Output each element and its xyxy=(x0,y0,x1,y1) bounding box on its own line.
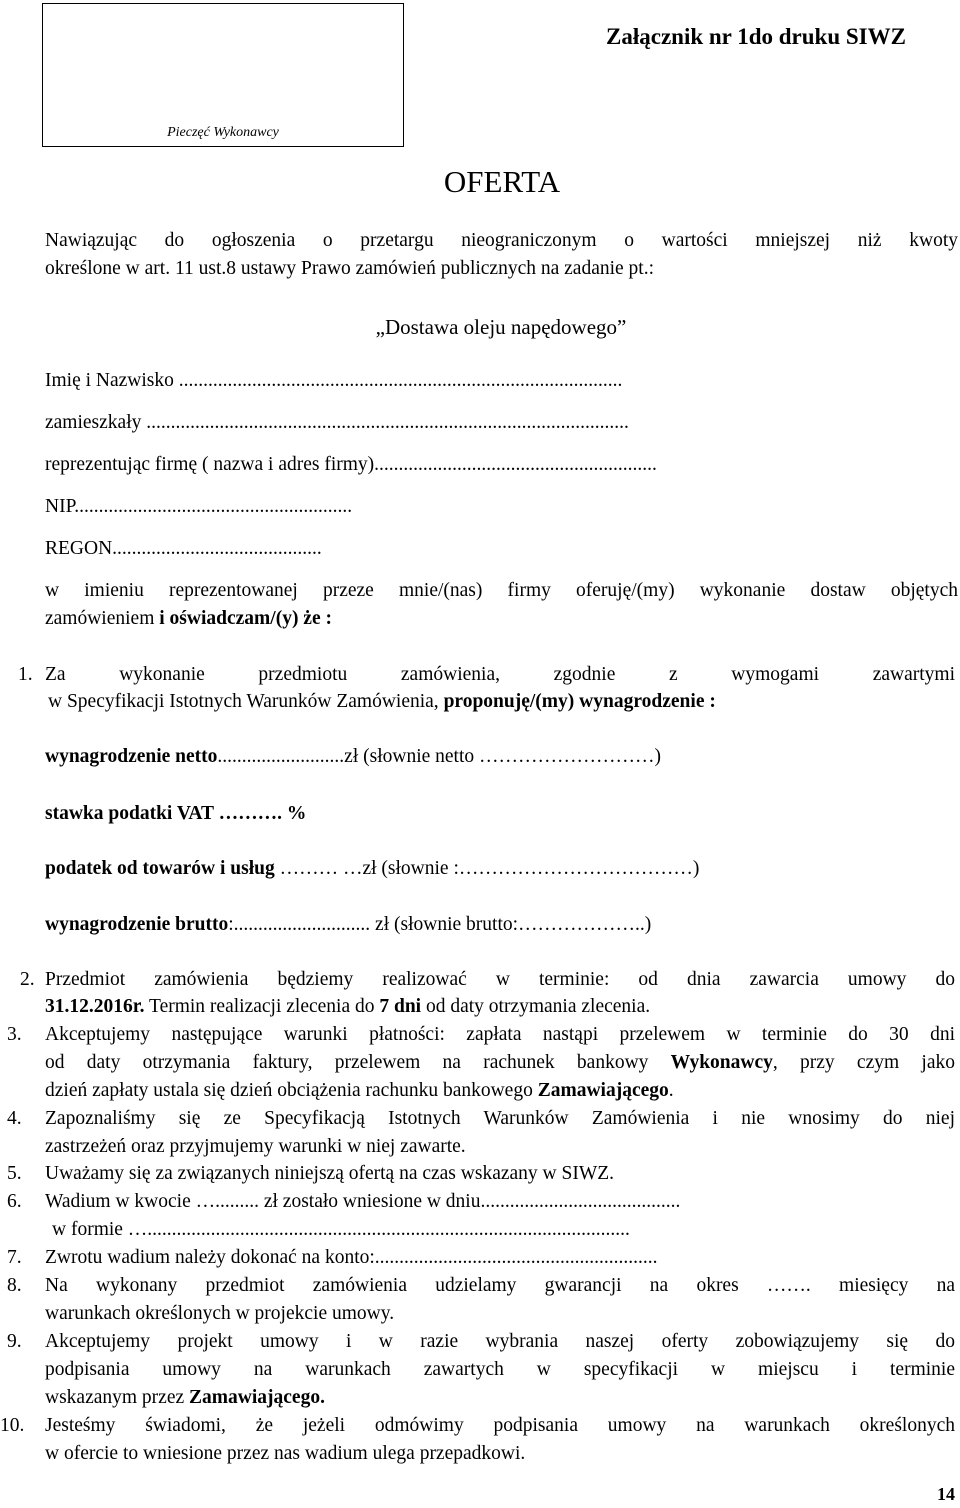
net-label: wynagrodzenie netto xyxy=(45,746,218,767)
gross-remuneration xyxy=(45,915,651,935)
item-3-contractor: Wykonawcy xyxy=(670,1052,773,1073)
annex-title: Załącznik nr 1do druku SIWZ xyxy=(606,24,906,49)
item-9-text: wskazanym przez xyxy=(45,1387,190,1408)
item-2-line-2 xyxy=(45,997,650,1017)
field-regon: REGON........................................... xyxy=(45,538,322,559)
field-company: reprezentując firmę ( nazwa i adres firmy).......................................................... xyxy=(45,454,657,475)
declaration-line-1: w imieniu reprezentowanej przeze mnie/(nas) firmy oferuję/(my) wykonanie dostaw objętych xyxy=(45,580,958,601)
field-nip: NIP......................................................... xyxy=(45,496,353,517)
item-10-line-2: w ofercie to wniesione przez nas wadium ulega przepadkowi. xyxy=(45,1443,526,1464)
net-remuneration xyxy=(45,747,661,767)
declaration-bold: i oświadczam/(y) że : xyxy=(159,608,332,629)
item-1-line-2 xyxy=(48,692,716,712)
item-3-period: . xyxy=(668,1080,674,1101)
gross-label: wynagrodzenie brutto xyxy=(45,914,229,935)
item-7-number: 7. xyxy=(7,1247,22,1268)
item-3-line-3 xyxy=(45,1081,674,1101)
declaration-text: zamówieniem xyxy=(45,608,160,629)
item-9-line-1: Akceptujemy projekt umowy i w razie wybrania naszej oferty zobowiązujemy się do xyxy=(45,1331,955,1352)
item-3-number: 3. xyxy=(7,1024,22,1045)
item-3-line-1: Akceptujemy następujące warunki płatności: zapłata nastąpi przelewem w terminie do 30 dni xyxy=(45,1024,955,1045)
item-3-line-2 xyxy=(45,1053,955,1073)
item-10-line-1: Jesteśmy świadomi, że jeżeli odmówimy podpisania umowy na warunkach określonych xyxy=(45,1415,955,1436)
document-title: OFERTA xyxy=(443,164,561,199)
item-3-text-end: , przy czym jako xyxy=(772,1052,955,1073)
item-8-line-1: Na wykonany przedmiot zamówienia udzielamy gwarancji na okres ……. miesięcy na xyxy=(45,1275,955,1296)
item-6-line-1: Wadium w kwocie …......... zł zostało wniesione w dniu......................................... xyxy=(45,1191,681,1212)
stamp-label: Pieczęć Wykonawcy xyxy=(167,125,279,140)
item-8-number: 8. xyxy=(7,1275,22,1296)
item-1-bold: proponuję/(my) wynagrodzenie : xyxy=(443,691,716,712)
gross-rest: :............................ zł (słownie brutto:………………..) xyxy=(228,914,652,935)
item-2-number: 2. xyxy=(20,969,35,990)
declaration-line-2 xyxy=(45,609,332,629)
item-2-deadline-date: 31.12.2016r. xyxy=(45,996,145,1017)
item-2-text-end: od daty otrzymania zlecenia. xyxy=(421,996,651,1017)
item-1-number: 1. xyxy=(18,664,33,685)
tax-label: podatek od towarów i usług xyxy=(45,858,280,879)
tax-amount xyxy=(45,859,699,879)
field-name: Imię i Nazwisko ........................................................................................... xyxy=(45,370,623,391)
item-5-line-1: Uważamy się za związanych niniejszą ofertą na czas wskazany w SIWZ. xyxy=(45,1163,615,1184)
item-4-line-2: zastrzeżeń oraz przyjmujemy warunki w niej zawarte. xyxy=(45,1136,466,1157)
item-3-ordering-party: Zamawiającego xyxy=(537,1080,669,1101)
item-10-number: 10. xyxy=(0,1415,25,1436)
item-8-line-2: warunkach określonych w projekcie umowy. xyxy=(45,1303,395,1324)
item-4-number: 4. xyxy=(7,1108,22,1129)
item-3-text-3: dzień zapłaty ustala się dzień obciążenia rachunku bankowego xyxy=(45,1080,538,1101)
item-2-line-1: Przedmiot zamówienia będziemy realizować w terminie: od dnia zawarcia umowy do xyxy=(45,969,955,990)
tender-subject: „Dostawa oleju napędowego” xyxy=(375,315,627,339)
item-1-text: w Specyfikacji Istotnych Warunków Zamówienia, xyxy=(48,691,444,712)
item-7-line-1: Zwrotu wadium należy dokonać na konto:.......................................................... xyxy=(45,1247,658,1268)
item-1-line-1: Za wykonanie przedmiotu zamówienia, zgodnie z wymogami zawartymi xyxy=(45,664,955,685)
item-9-number: 9. xyxy=(7,1331,22,1352)
item-4-line-1: Zapoznaliśmy się ze Specyfikacją Istotnych Warunków Zamówienia i nie wnosimy do niej xyxy=(45,1108,955,1129)
net-rest: ..........................zł (słownie netto ………………………) xyxy=(217,746,662,767)
item-9-line-3 xyxy=(45,1388,325,1408)
item-9-ordering-party: Zamawiającego. xyxy=(189,1387,325,1408)
contractor-stamp-box xyxy=(42,3,404,147)
item-5-number: 5. xyxy=(7,1163,22,1184)
item-2-text: Termin realizacji zlecenia do xyxy=(144,996,380,1017)
intro-line-2: określone w art. 11 ust.8 ustawy Prawo zamówień publicznych na zadanie pt.: xyxy=(45,258,655,279)
item-3-text: od daty otrzymania faktury, przelewem na rachunek bankowy xyxy=(45,1052,671,1073)
field-residence: zamieszkały ................................................................................................... xyxy=(45,412,629,433)
vat-rate: stawka podatki VAT ………. % xyxy=(45,803,307,824)
item-6-number: 6. xyxy=(7,1191,22,1212)
tax-rest: ……… …zł (słownie :………………………………) xyxy=(279,858,700,879)
page-number: 14 xyxy=(937,1484,955,1504)
item-9-line-2: podpisania umowy na warunkach zawartych w specyfikacji w miejscu i terminie xyxy=(45,1359,955,1380)
intro-line-1: Nawiązując do ogłoszenia o przetargu nieograniczonym o wartości mniejszej niż kwoty xyxy=(45,230,958,251)
item-2-days: 7 dni xyxy=(379,996,422,1017)
item-6-line-2: w formie …................................................................................................... xyxy=(52,1219,630,1240)
